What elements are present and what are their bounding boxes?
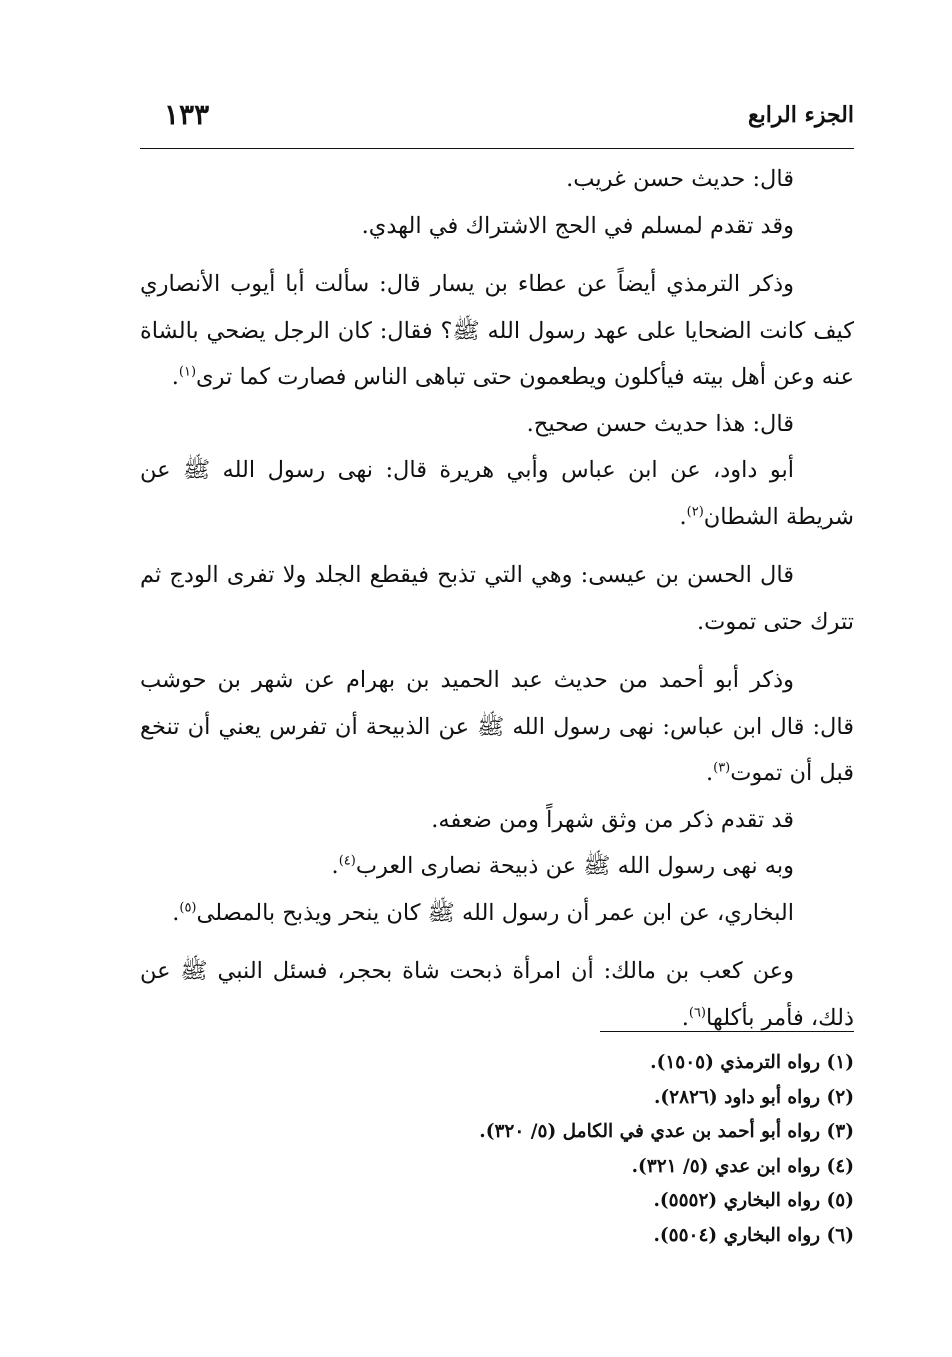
paragraph-5: أبو داود، عن ابن عباس وأبي هريرة قال: نهى رسول الله ﷺ عن شريطة الشطان$^{(٢)}$. (140, 457, 854, 530)
footnote-6: (٦) رواه البخاري (٥٥٠٤). (653, 1224, 854, 1246)
footnote-2: (٢) رواه أبو داود (٢٨٢٦). (653, 1086, 854, 1108)
footnote-divider (600, 1031, 854, 1032)
footnote-ref-3: (٣) (713, 760, 731, 776)
paragraph-1: قال: حديث حسن غريب. (566, 166, 794, 192)
page-number: ١٣٣ (164, 98, 210, 131)
paragraph-11: وعن كعب بن مالك: أن امرأة ذبحت شاة بحجر، فسئل النبي ﷺ عن ذلك، فأمر بأكلها$^{(٦)}$. (140, 958, 854, 1031)
section-title: الجزء الرابع (747, 102, 854, 128)
footnote-3: (٣) رواه أبو أحمد بن عدي في الكامل (٥/ ٣٢٠). (479, 1121, 854, 1142)
paragraph-7: وذكر أبو أحمد من حديث عبد الحميد بن بهرام عن شهر بن حوشب قال: قال ابن عباس: نهى رسول الله ﷺ عن الذبيحة أن تفرس يعني أن تنخع قبل أن تموت$^{(٣)}$. (140, 667, 854, 786)
footnote-ref-2: (٢) (686, 504, 704, 519)
paragraph-10: البخاري، عن ابن عمر أن رسول الله ﷺ كان ينحر ويذبح بالمصلى$^{(٥)}$. (172, 899, 794, 926)
paragraph-8: قد تقدم ذكر من وثق شهراً ومن ضعفه. (431, 806, 794, 833)
footnote-ref-1: (١) (178, 364, 197, 380)
paragraph-6: قال الحسن بن عيسى: وهي التي تذبح فيقطع الجلد ولا تفرى الودج ثم تترك حتى تموت. (140, 562, 854, 635)
paragraph-4: قال: هذا حديث حسن صحيح. (526, 410, 794, 437)
footnote-5: (٥) رواه البخاري (٥٥٥٢). (653, 1190, 854, 1211)
paragraph-9: وبه نهى رسول الله ﷺ عن ذبيحة نصارى العرب$^{(٤)}$. (331, 853, 794, 879)
footnote-1: (١) رواه الترمذي (١٥٠٥). (650, 1052, 854, 1073)
paragraph-2: وقد تقدم لمسلم في الحج الاشتراك في الهدي. (361, 212, 794, 239)
main-text (140, 156, 854, 1041)
page-header (140, 98, 854, 150)
paragraph-3: وذكر الترمذي أيضاً عن عطاء بن يسار قال: سألت أبا أيوب الأنصاري كيف كانت الضحايا على عهد رسول الله ﷺ؟ فقال: كان الرجل يضحي بالشاة عنه وعن أهل بيته فيأكلون ويطعمون حتى تباهى الناس فصارت كما ترى$^{(١)}$. (140, 271, 854, 390)
footnote-ref-5: (٥) (179, 900, 197, 915)
header-divider (140, 148, 854, 149)
footnote-ref-4: (٤) (338, 853, 356, 869)
footnotes (140, 1046, 854, 1253)
footnote-4: (٤) رواه ابن عدي (٥/ ٣٢١). (631, 1155, 854, 1177)
footnote-ref-6: (٦) (688, 1005, 706, 1020)
